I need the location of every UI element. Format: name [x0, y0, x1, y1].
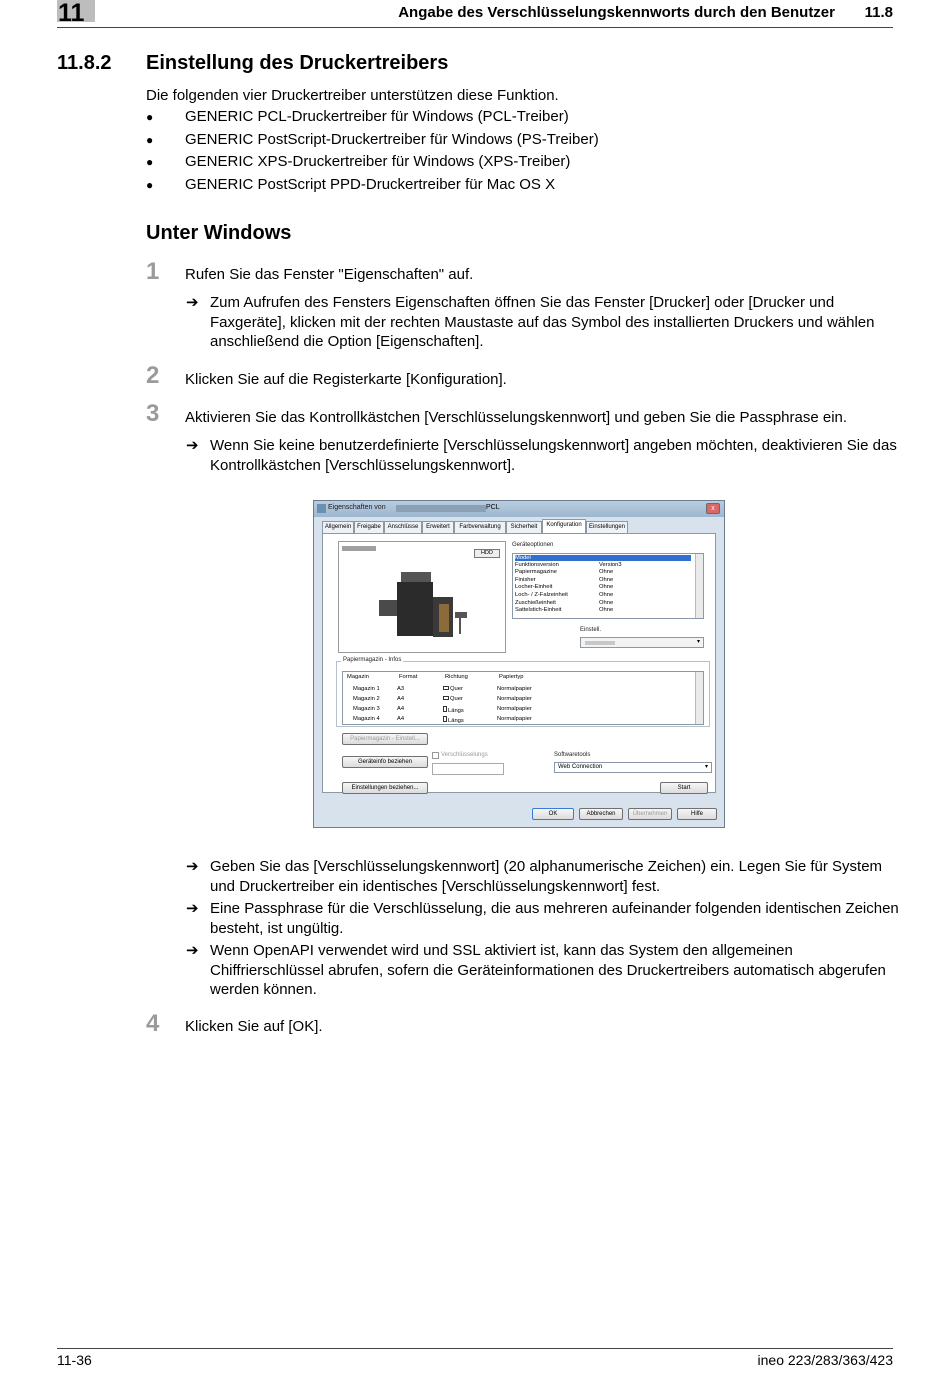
device-options-label: Geräteoptionen	[512, 542, 554, 548]
list-item[interactable]: Loch- / Z-Falzeinheit	[515, 592, 568, 598]
tab-erweitert[interactable]: Erweitert	[422, 521, 454, 533]
close-icon[interactable]: x	[706, 503, 720, 514]
tab-farbverwaltung[interactable]: Farbverwaltung	[454, 521, 506, 533]
table-cell: Normalpapier	[497, 686, 532, 692]
tab-einstellungen[interactable]: Einstellungen	[586, 521, 628, 533]
setting-label: Einstell.	[580, 627, 602, 633]
step-number: 1	[146, 258, 160, 285]
start-button[interactable]: Start	[660, 782, 708, 794]
step-note: Wenn OpenAPI verwendet wird und SSL aktiviert ist, kann das System den allgemeinen Chiffrierschlüssel abrufen, sofern die Geräteinformationen des Druckertreibers automatisch abgerufen werden können.	[210, 942, 886, 998]
bullet-icon: ●	[146, 133, 154, 147]
get-device-info-button[interactable]: Geräteinfo beziehen	[342, 756, 428, 768]
list-item[interactable]: Locher-Einheit	[515, 584, 553, 590]
header-rule	[57, 27, 893, 28]
printer-icon	[317, 504, 326, 513]
product-name: ineo 223/283/363/423	[757, 1352, 893, 1368]
running-header-title: Angabe des Verschlüsselungskennworts durch den Benutzer	[398, 4, 835, 21]
bullet-icon: ●	[146, 110, 154, 124]
list-item-value: Ohne	[599, 607, 614, 613]
table-cell: Magazin 3	[353, 706, 380, 712]
driver-item: GENERIC PostScript PPD-Druckertreiber für Mac OS X	[185, 176, 556, 193]
step-note: Wenn Sie keine benutzerdefinierte [Verschlüsselungskennwort] angeben möchten, deaktivieren Sie das Kontrollkästchen [Verschlüsselungskennwort].	[210, 437, 897, 474]
properties-dialog-screenshot	[313, 500, 725, 828]
table-cell: Längs	[443, 716, 464, 724]
encryption-password-field[interactable]	[432, 763, 504, 775]
arrow-icon: ➔	[186, 942, 199, 959]
tray-info-label: Papiermagazin - Infos	[343, 657, 402, 663]
list-item[interactable]: Model	[515, 555, 691, 561]
arrow-icon: ➔	[186, 437, 199, 454]
step-number: 2	[146, 362, 160, 389]
table-cell: A4	[397, 696, 405, 702]
table-cell: Magazin 1	[353, 686, 380, 692]
step-number: 4	[146, 1010, 160, 1037]
list-item[interactable]: Sattelstich-Einheit	[515, 607, 562, 613]
driver-item: GENERIC PCL-Druckertreiber für Windows (PCL-Treiber)	[185, 108, 569, 125]
bullet-icon: ●	[146, 155, 154, 169]
encryption-checkbox[interactable]	[432, 752, 439, 759]
arrow-icon: ➔	[186, 900, 199, 917]
tab-freigabe[interactable]: Freigabe	[354, 521, 384, 533]
step-text: Klicken Sie auf [OK].	[185, 1018, 323, 1035]
ok-button[interactable]: OK	[532, 808, 574, 820]
help-button[interactable]: Hilfe	[677, 808, 717, 820]
driver-item: GENERIC PostScript-Druckertreiber für Windows (PS-Treiber)	[185, 131, 599, 148]
chevron-down-icon: ▾	[696, 639, 700, 645]
device-options-list[interactable]	[512, 553, 704, 619]
section-number: 11.8.2	[57, 52, 112, 74]
hdd-badge: HDD	[474, 549, 500, 558]
page-number: 11-36	[57, 1352, 92, 1368]
tab-sicherheit[interactable]: Sicherheit	[506, 521, 542, 533]
step-text: Rufen Sie das Fenster "Eigenschaften" auf.	[185, 266, 474, 283]
table-cell: A3	[397, 686, 405, 692]
tray-table[interactable]	[342, 671, 704, 725]
list-item-value: Ohne	[599, 577, 614, 583]
list-item-value: Ohne	[599, 569, 614, 575]
tray-settings-button[interactable]: Papiermagazin - Einstell...	[342, 733, 428, 745]
encryption-label: Verschlüsselungs	[441, 752, 488, 758]
scrollbar[interactable]	[695, 672, 703, 724]
printer-model-caption	[342, 546, 376, 551]
table-cell: Normalpapier	[497, 716, 532, 722]
list-item-value: Version3	[599, 562, 622, 568]
table-cell: Magazin 4	[353, 716, 380, 722]
table-cell: Längs	[443, 706, 464, 714]
apply-button[interactable]: Übernehmen	[628, 808, 672, 820]
table-cell: A4	[397, 716, 405, 722]
step-text: Aktivieren Sie das Kontrollkästchen [Verschlüsselungskennwort] und geben Sie die Passphrase ein.	[185, 409, 848, 426]
table-header: Papiertyp	[499, 674, 524, 680]
table-header: Richtung	[445, 674, 468, 680]
step-note: Zum Aufrufen des Fensters Eigenschaften öffnen Sie das Fenster [Drucker] oder [Drucker und Faxgeräte], klicken mit der rechten Maustaste auf das Symbol des installierten Druckers und wählen anschließend die Option [Eigenschaften].	[210, 294, 875, 350]
running-header-section: 11.8	[864, 4, 893, 21]
printer-illustration	[339, 542, 505, 652]
cancel-button[interactable]: Abbrechen	[579, 808, 623, 820]
step-text: Klicken Sie auf die Registerkarte [Konfiguration].	[185, 371, 507, 388]
table-cell: Normalpapier	[497, 696, 532, 702]
step-note: Geben Sie das [Verschlüsselungskennwort] (20 alphanumerische Zeichen) ein. Legen Sie für System und Druckertreiber ein identisches [Verschlüsselungskennwort] fest.	[210, 858, 883, 895]
subsection-title: Unter Windows	[146, 222, 292, 244]
list-item[interactable]: Zuschießeinheit	[515, 600, 556, 606]
chevron-down-icon: ▾	[704, 764, 708, 770]
bullet-icon: ●	[146, 178, 154, 192]
dialog-title: Eigenschaften von	[328, 504, 386, 511]
landscape-icon	[443, 696, 449, 700]
table-cell: Magazin 2	[353, 696, 380, 702]
arrow-icon: ➔	[186, 294, 199, 311]
table-cell: Quer	[443, 686, 463, 692]
software-tools-label: Softwaretools	[554, 752, 591, 758]
list-item-value: Ohne	[599, 600, 614, 606]
step-note: Eine Passphrase für die Verschlüsselung, die aus mehreren aufeinander folgenden identischen Zeichen besteht, ist ungültig.	[210, 900, 899, 937]
list-item[interactable]: Finisher	[515, 577, 536, 583]
table-cell: Quer	[443, 696, 463, 702]
table-cell: Normalpapier	[497, 706, 532, 712]
list-item-value: Ohne	[599, 584, 614, 590]
list-item-value: Ohne	[599, 592, 614, 598]
tab-konfiguration[interactable]: Konfiguration	[542, 519, 586, 533]
table-cell: A4	[397, 706, 405, 712]
tab-allgemein[interactable]: Allgemein	[322, 521, 354, 533]
footer-rule	[57, 1348, 893, 1349]
software-tools-select[interactable]: Web Connection ▾	[554, 762, 712, 773]
dialog-title-suffix: PCL	[486, 504, 500, 511]
landscape-icon	[443, 686, 449, 690]
tab-anschluesse[interactable]: Anschlüsse	[384, 521, 422, 533]
driver-item: GENERIC XPS-Druckertreiber für Windows (XPS-Treiber)	[185, 153, 571, 170]
chapter-number: 11	[58, 0, 85, 27]
intro-text: Die folgenden vier Druckertreiber unterstützen diese Funktion.	[146, 87, 559, 104]
portrait-icon	[443, 706, 447, 712]
get-settings-button[interactable]: Einstellungen beziehen...	[342, 782, 428, 794]
dialog-title-model	[396, 505, 486, 512]
table-header: Magazin	[347, 674, 369, 680]
setting-combo[interactable]	[580, 637, 704, 648]
list-item[interactable]: Papiermagazine	[515, 569, 557, 575]
portrait-icon	[443, 716, 447, 722]
section-title: Einstellung des Druckertreibers	[146, 52, 449, 74]
list-item[interactable]: Funktionsversion	[515, 562, 559, 568]
step-number: 3	[146, 400, 160, 427]
scrollbar[interactable]	[695, 554, 703, 618]
table-header: Format	[399, 674, 418, 680]
arrow-icon: ➔	[186, 858, 199, 875]
